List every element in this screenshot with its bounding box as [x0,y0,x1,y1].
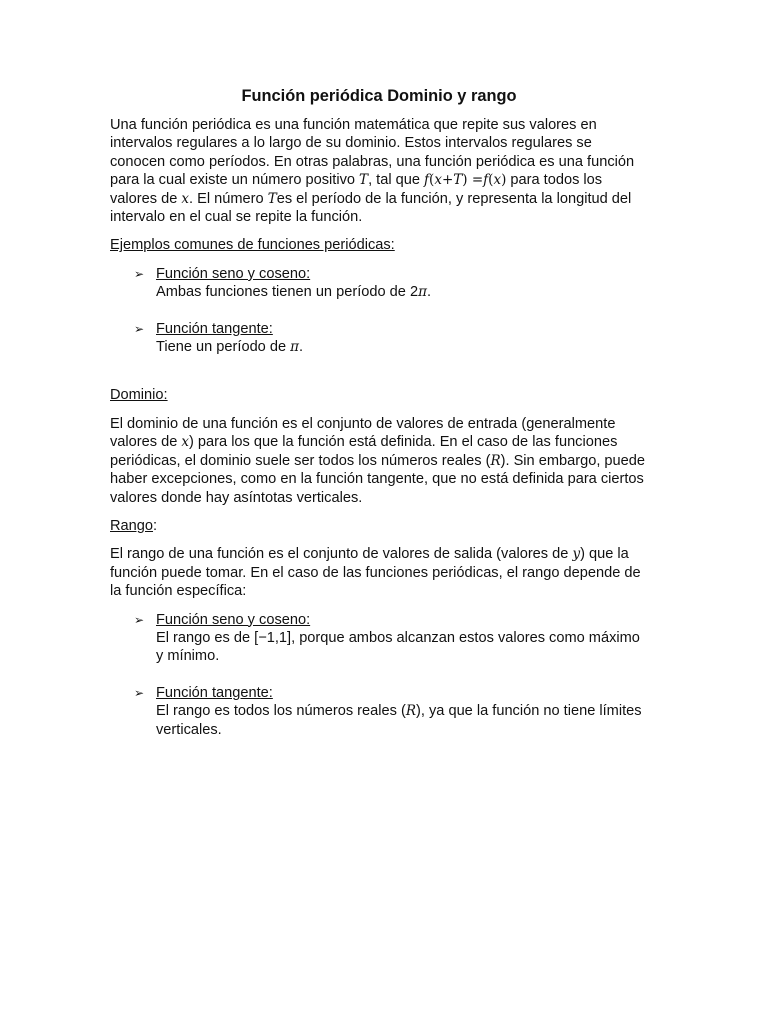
intro-paragraph: Una función periódica es una función matemática que repite sus valores en intervalos regulares a lo largo de su dominio. Estos intervalos regulares se conocen como períodos. En otras palabras, una función periódica es una función para la cual existe un número positivo T, tal que f(x+T) =f(x) para todos los valores de x. El número Tes el período de la función, y representa la longitud del intervalo en el cual se repite la función. [110,117,635,226]
range-heading: Rango: [110,517,158,534]
item-name: Función tangente: [156,684,273,701]
item-desc: El rango es todos los números reales (R), ya que la función no tiene límites verticales. [156,703,642,738]
list-item [110,684,648,739]
list-item [110,320,648,357]
range-list [110,611,648,739]
list-item [110,611,648,666]
domain-paragraph: El dominio de una función es el conjunto de valores de entrada (generalmente valores de x) para los que la función está definida. En el caso de las funciones periódicas, el dominio suele ser todos los números reales (R). Sin embargo, puede haber excepciones, como en la función tangente, que no está definida para ciertos valores donde hay asíntotas verticales. [110,415,646,506]
domain-heading: Dominio: [110,387,168,404]
item-desc: Tiene un período de π. [156,339,304,356]
list-item [110,265,648,302]
item-name: Función seno y coseno: [156,265,311,282]
item-name: Función seno y coseno: [156,611,311,628]
arrow-bullet-icon: ➢ [134,612,145,627]
examples-heading: Ejemplos comunes de funciones periódicas: [110,237,395,254]
item-name: Función tangente: [156,320,273,337]
examples-list [110,265,648,357]
arrow-bullet-icon: ➢ [134,266,145,281]
item-desc: El rango es de [−1,1], porque ambos alcanzan estos valores como máximo y mínimo. [156,629,640,665]
item-desc: Ambas funciones tienen un período de 2π. [156,284,431,301]
document-title: Función periódica Dominio y rango [241,87,517,105]
range-paragraph: El rango de una función es el conjunto de valores de salida (valores de y) que la función puede tomar. En el caso de las funciones periódicas, el rango depende de la función específica: [110,546,641,600]
arrow-bullet-icon: ➢ [134,685,145,700]
arrow-bullet-icon: ➢ [134,321,145,336]
